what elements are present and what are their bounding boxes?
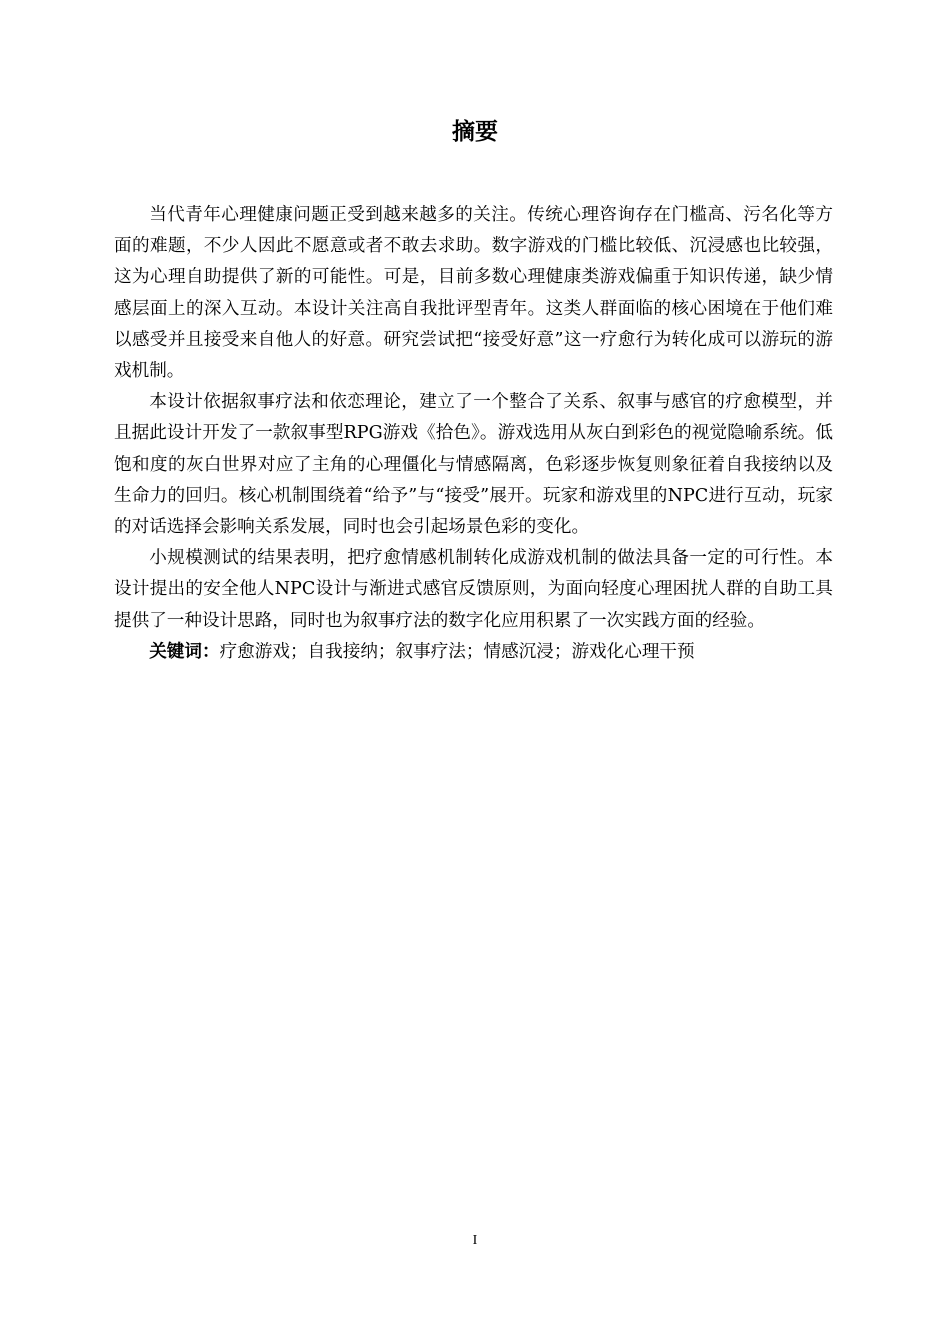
keywords-label: 关键词： — [149, 641, 220, 662]
keywords-line — [114, 637, 833, 668]
abstract-paragraph-2: 本设计依据叙事疗法和依恋理论，建立了一个整合了关系、叙事与感官的疗愈模型，并且据此设计开发了一款叙事型RPG游戏《拾色》。游戏选用从灰白到彩色的视觉隐喻系统。低饱和度的灰白世界对应了主角的心理僵化与情感隔离，色彩逐步恢复则象征着自我接纳以及生命力的回归。核心机制围绕着“给予”与“接受”展开。玩家和游戏里的NPC进行互动，玩家的对话选择会影响关系发展，同时也会引起场景色彩的变化。 — [114, 392, 833, 538]
keywords-value: 疗愈游戏；自我接纳；叙事疗法；情感沉浸；游戏化心理干预 — [219, 641, 695, 662]
page-number: I — [472, 1233, 478, 1248]
abstract-paragraph-1: 当代青年心理健康问题正受到越来越多的关注。传统心理咨询存在门槛高、污名化等方面的难题，不少人因此不愿意或者不敢去求助。数字游戏的门槛比较低、沉浸感也比较强，这为心理自助提供了新的可能性。可是，目前多数心理健康类游戏偏重于知识传递，缺少情感层面上的深入互动。本设计关注高自我批评型青年。这类人群面临的核心困境在于他们难以感受并且接受来自他人的好意。研究尝试把“接受好意”这一疗愈行为转化成可以游玩的游戏机制。 — [114, 205, 833, 382]
abstract-body — [114, 200, 833, 668]
page-title: 摘要 — [452, 119, 498, 145]
abstract-paragraph-3: 小规模测试的结果表明，把疗愈情感机制转化成游戏机制的做法具备一定的可行性。本设计提出的安全他人NPC设计与渐进式感官反馈原则，为面向轻度心理困扰人群的自助工具提供了一种设计思路，同时也为叙事疗法的数字化应用积累了一次实践方面的经验。 — [114, 548, 833, 631]
